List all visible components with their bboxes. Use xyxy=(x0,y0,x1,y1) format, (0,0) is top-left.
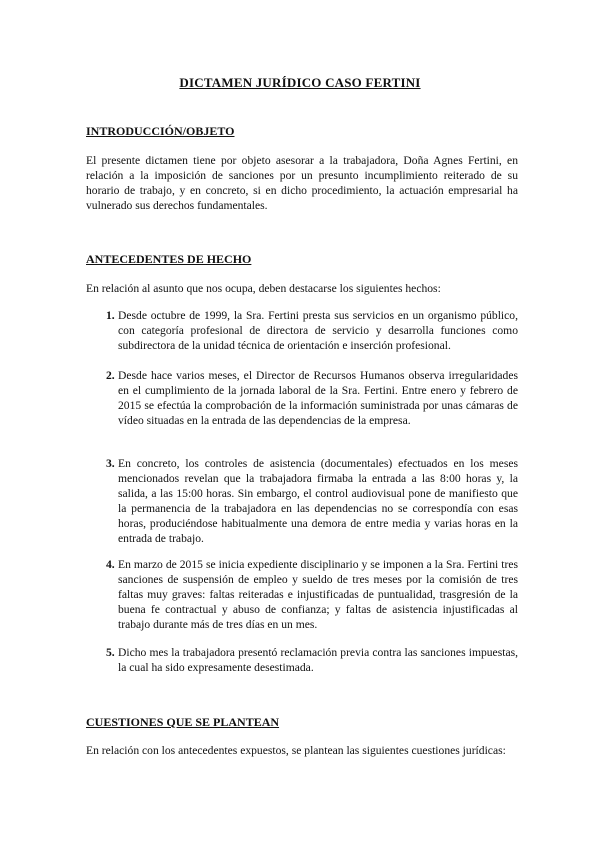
list-item-number: 4. xyxy=(106,558,115,571)
document-title: DICTAMEN JURÍDICO CASO FERTINI xyxy=(179,75,421,90)
section-heading-introduccion: INTRODUCCIÓN/OBJETO xyxy=(86,124,235,138)
section-paragraph-antecedentes: En relación al asunto que nos ocupa, deben destacarse los siguientes hechos: xyxy=(86,282,441,295)
section-heading-cuestiones: CUESTIONES QUE SE PLANTEAN xyxy=(86,715,280,729)
list-item xyxy=(106,456,518,546)
list-item-number: 1. xyxy=(106,309,115,322)
section-heading-antecedentes: ANTECEDENTES DE HECHO xyxy=(86,252,252,266)
list-item xyxy=(106,645,518,675)
section-paragraph-cuestiones: En relación con los antecedentes expuestos, se plantean las siguientes cuestiones jurídicas: xyxy=(86,744,506,757)
list-item-text: En marzo de 2015 se inicia expediente disciplinario y se imponen a la Sra. Fertini tres sanciones de suspensión de empleo y sueldo de tres meses por la comisión de tres faltas muy graves: faltas reiteradas e injustificadas de puntualidad, trasgresión de la buena fe contractual y abuso de confianza; y faltas de asistencia injustificadas al trabajo durante más de tres días en un mes. xyxy=(118,558,518,631)
list-item xyxy=(106,557,518,632)
list-item-text: En concreto, los controles de asistencia (documentales) efectuados en los meses mencionados revelan que la trabajadora firmaba la entrada a las 8:00 horas y, la salida, a las 15:00 horas. Sin embargo, el control audiovisual pone de manifiesto que la permanencia de la trabajadora en las dependencias no se correspondía con esas horas, produciéndose habitualmente una demora de entre media y varias horas en la entrada de trabajo. xyxy=(118,457,518,545)
section-paragraph-introduccion: El presente dictamen tiene por objeto asesorar a la trabajadora, Doña Agnes Fertini, en relación a la imposición de sanciones por un presunto incumplimiento reiterado de su horario de trabajo, y en concreto, si en dicho procedimiento, la actuación empresarial ha vulnerado sus derechos fundamentales. xyxy=(86,154,518,212)
list-item xyxy=(106,308,518,353)
list-item-text: Desde hace varios meses, el Director de Recursos Humanos observa irregularidades en el cumplimiento de la jornada laboral de la Sra. Fertini. Entre enero y febrero de 2015 se efectúa la comprobación de la información suministrada por unas cámaras de vídeo situadas en la entrada de las dependencias de la empresa. xyxy=(118,369,518,427)
list-item-number: 5. xyxy=(106,646,115,659)
list-item-number: 3. xyxy=(106,457,115,470)
list-item xyxy=(106,368,518,428)
list-item-text: Desde octubre de 1999, la Sra. Fertini presta sus servicios en un organismo público, con categoría profesional de directora de servicio y desarrolla funciones como subdirectora de la unidad técnica de orientación e inserción profesional. xyxy=(118,309,518,352)
list-item-text: Dicho mes la trabajadora presentó reclamación previa contra las sanciones impuestas, la cual ha sido expresamente desestimada. xyxy=(118,646,518,674)
list-item-number: 2. xyxy=(106,369,115,382)
